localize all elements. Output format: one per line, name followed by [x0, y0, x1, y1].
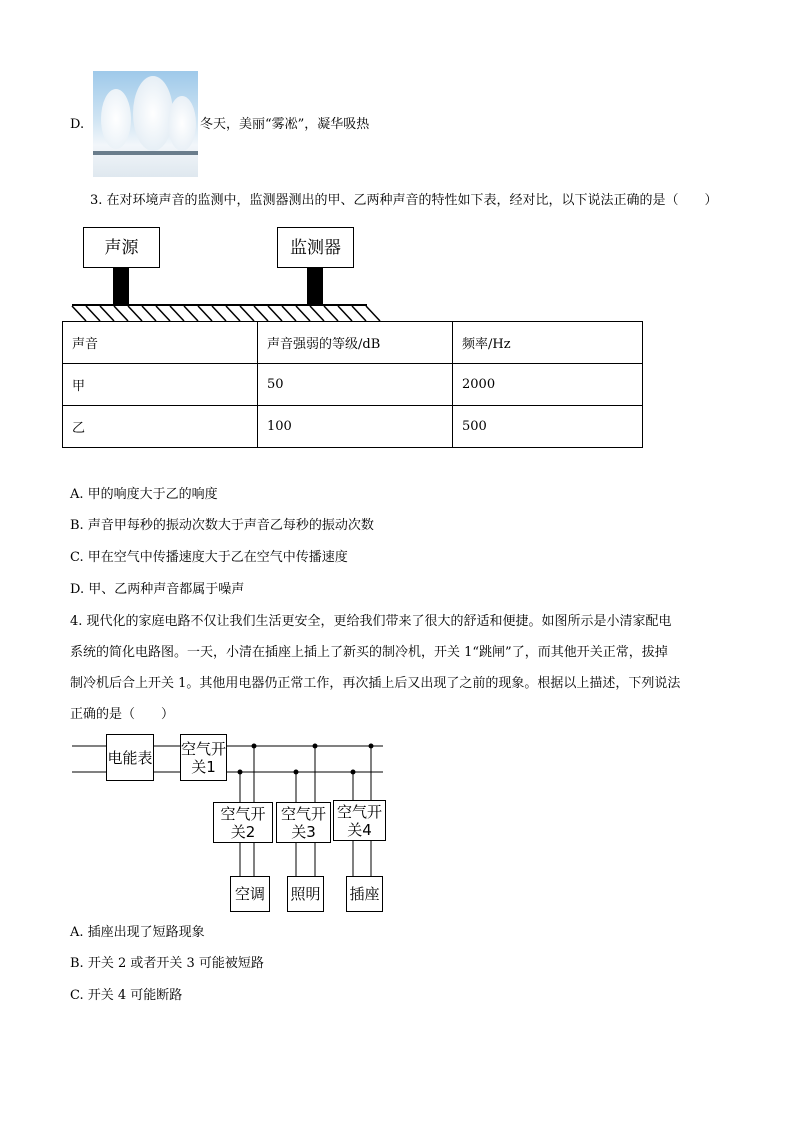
ground-hatch-line	[100, 306, 114, 321]
q4-option-b: B. 开关 2 或者开关 3 可能被短路	[70, 956, 264, 971]
ground-hatch-line	[184, 306, 198, 321]
switch3-label: 空气开	[280, 804, 326, 823]
ground-hatch-line	[170, 306, 184, 321]
option-d-text: 冬天，美丽“雾凇”，凝华吸热	[200, 117, 370, 132]
q3-stem: 3. 在对环境声音的监测中，监测器测出的甲、乙两种声音的特性如下表，经对比，以下说法正确的是（ ）	[90, 193, 718, 208]
ground-hatch-line	[296, 306, 310, 321]
q3-option-b: B. 声音甲每秒的振动次数大于声音乙每秒的振动次数	[70, 518, 374, 533]
switch4-label: 空气开	[336, 802, 382, 821]
table-cell: 乙	[63, 406, 258, 448]
option-d-label: D.	[70, 117, 85, 132]
ground-hatch-line	[156, 306, 170, 321]
ground-hatch-line	[352, 306, 366, 321]
monitor-label: 监测器	[290, 237, 341, 258]
ground-hatch-line	[72, 306, 86, 321]
ground-hatch-line	[226, 306, 240, 321]
sound-source-label: 声源	[104, 237, 139, 258]
table-header: 声音	[63, 322, 258, 364]
q4-stem-line: 制冷机后合上开关 1。其他用电器仍正常工作，再次插上后又出现了之前的现象。根据以上描述，下列说法	[70, 676, 681, 691]
ground-hatch-line	[86, 306, 100, 321]
ground-hatch-line	[114, 306, 128, 321]
ground-hatch-line	[198, 306, 212, 321]
ground-hatch-line	[366, 306, 380, 321]
load-lighting-box	[287, 876, 324, 912]
switch1-label: 空气开	[181, 739, 227, 758]
table-header: 声音强弱的等级/dB	[258, 322, 453, 364]
table-row	[63, 364, 643, 406]
meter-box	[106, 734, 154, 781]
table-header: 频率/Hz	[453, 322, 643, 364]
table-cell: 2000	[453, 364, 643, 406]
load-socket-label: 插座	[349, 885, 380, 903]
switch1-box	[180, 734, 227, 781]
ground-hatch-line	[212, 306, 226, 321]
switch4-label: 关4	[347, 820, 372, 839]
q3-option-a: A. 甲的响度大于乙的响度	[70, 487, 218, 502]
ground-hatch-line	[268, 306, 282, 321]
table-cell: 50	[258, 364, 453, 406]
sound-table	[62, 321, 643, 448]
monitor-box	[277, 227, 354, 268]
table-header-row	[63, 322, 643, 364]
sound-source-box	[83, 227, 160, 268]
table-cell: 100	[258, 406, 453, 448]
switch2-box	[213, 802, 273, 843]
table-row	[63, 406, 643, 448]
switch2-label: 关2	[230, 822, 256, 841]
switch3-box	[276, 802, 331, 843]
switch3-label: 关3	[291, 822, 316, 841]
ground-hatch-line	[142, 306, 156, 321]
table-cell: 500	[453, 406, 643, 448]
q4-option-a: A. 插座出现了短路现象	[70, 925, 205, 940]
q3-option-d: D. 甲、乙两种声音都属于噪声	[70, 582, 245, 597]
switch2-label: 空气开	[220, 804, 266, 823]
switch4-box	[333, 800, 386, 841]
ground-hatch-line	[128, 306, 142, 321]
table-cell: 甲	[63, 364, 258, 406]
ground-hatch-line	[324, 306, 338, 321]
ground-hatch-line	[240, 306, 254, 321]
load-ac-box	[230, 876, 270, 912]
load-socket-box	[346, 876, 383, 912]
q4-option-c: C. 开关 4 可能断路	[70, 988, 183, 1003]
meter-label: 电能表	[107, 748, 153, 767]
load-lighting-label: 照明	[290, 885, 321, 903]
ground-hatch-line	[282, 306, 296, 321]
ground-hatch-line	[338, 306, 352, 321]
q3-option-c: C. 甲在空气中传播速度大于乙在空气中传播速度	[70, 550, 348, 565]
q4-stem-line: 系统的简化电路图。一天，小清在插座上插上了新买的制冷机，开关 1“跳闸”了，而其他开关正常，拔掉	[70, 645, 668, 660]
q4-stem-line: 4. 现代化的家庭电路不仅让我们生活更安全，更给我们带来了很大的舒适和便捷。如图所示是小清家配电	[70, 614, 672, 629]
q4-stem-line: 正确的是（ ）	[70, 707, 175, 722]
ground-hatch-line	[310, 306, 324, 321]
switch1-label: 关1	[191, 757, 216, 776]
ground-hatch-line	[254, 306, 268, 321]
load-ac-label: 空调	[234, 885, 265, 903]
